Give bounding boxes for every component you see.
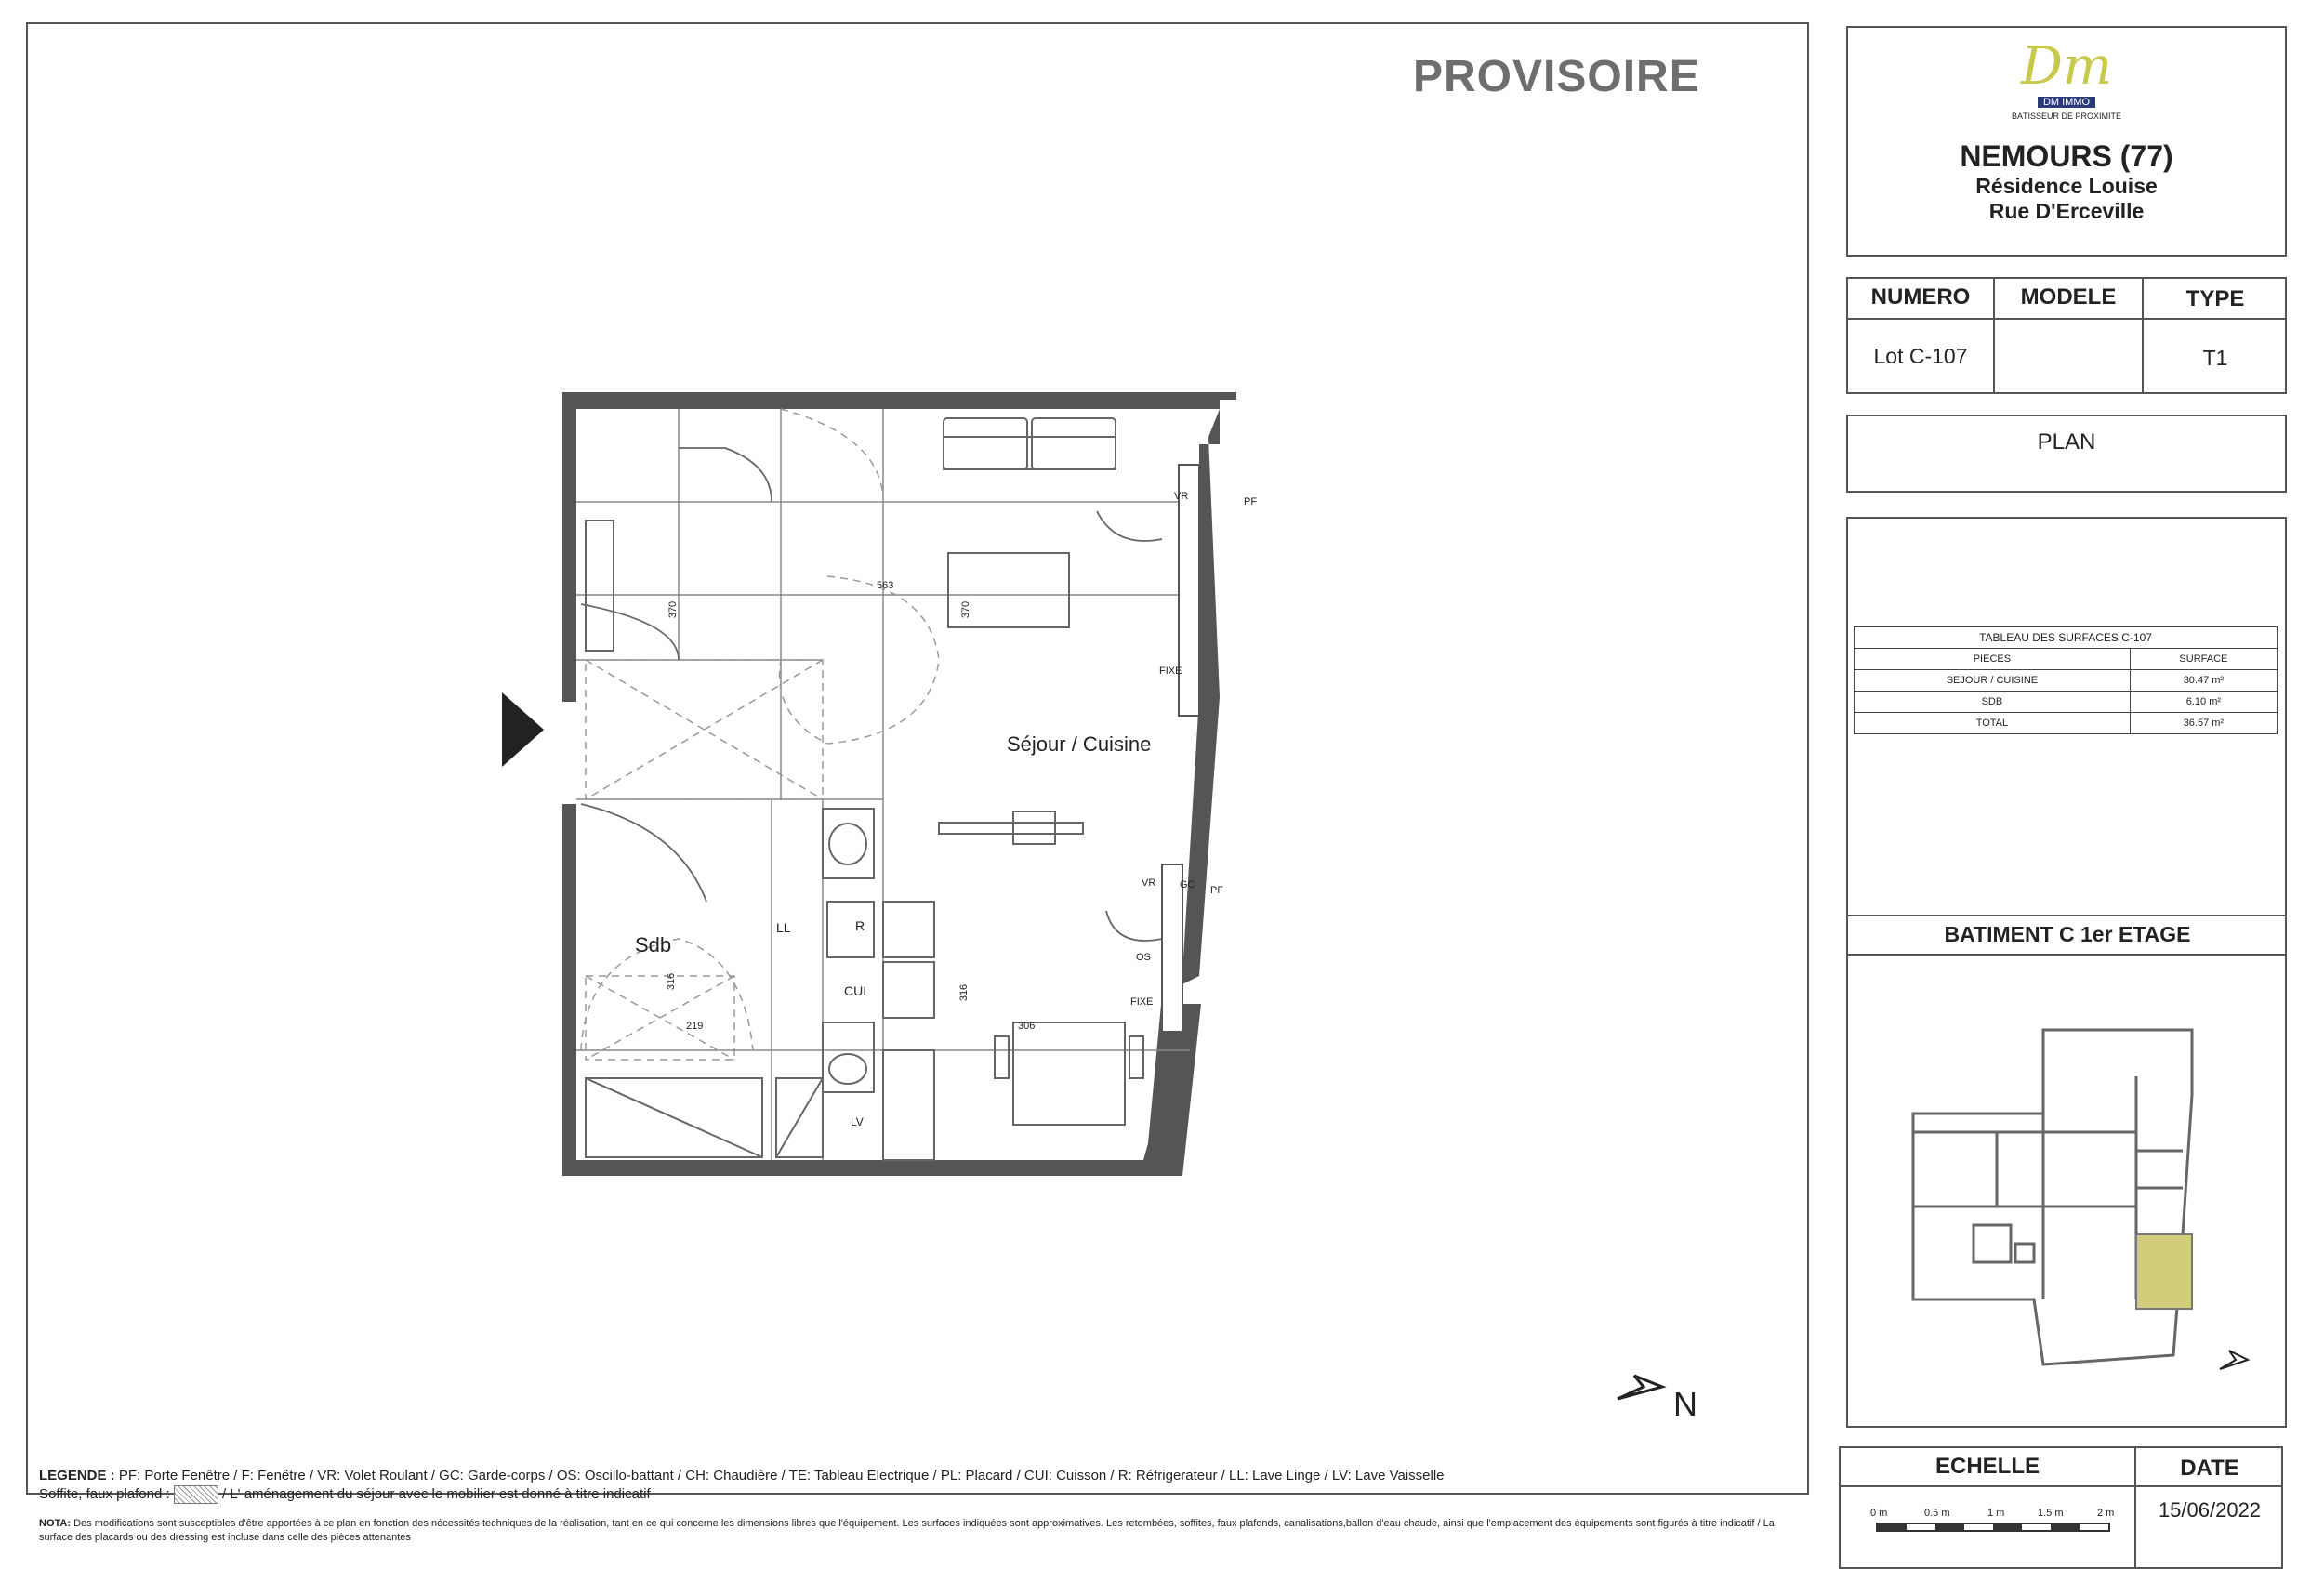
key-plan [1885,1021,2257,1383]
code-ll: LL [776,920,791,935]
logo-tagline: BÂTISSEUR DE PROXIMITÉ [2011,112,2122,121]
project-residence: Résidence Louise [1975,174,2158,198]
code-lv: LV [851,1115,864,1128]
surfaces-value: 6.10 m² [2130,692,2277,713]
code-pf-top: PF [1244,496,1258,508]
room-label-sejour: Séjour / Cuisine [1007,732,1152,756]
code-pf-bottom: PF [1210,885,1224,896]
surfaces-value: 36.57 m² [2130,713,2277,734]
logo-brand: DM IMMO [2038,97,2095,108]
project-street: Rue D'Erceville [1988,199,2145,223]
key-plan-lot-highlight [2136,1234,2192,1309]
code-r: R [855,918,865,933]
surfaces-piece: SEJOUR / CUISINE [1855,670,2131,692]
logo [1848,36,2285,121]
room-label-sdb: Sdb [635,933,672,956]
key-plan-north-arrow-icon [2220,1351,2248,1369]
entry-arrow-icon [502,692,544,767]
north-label: N [1673,1385,1697,1423]
value-numero: Lot C-107 [1873,344,1968,368]
value-type: T1 [2202,346,2228,370]
plan-box [1846,415,2287,493]
note-title: NOTA: [39,1518,72,1529]
provisional-stamp: PROVISOIRE [1413,52,1700,101]
legend-soffit: Soffite, faux plafond : [39,1486,170,1502]
project-box [1846,26,2287,257]
soffit-hatch-swatch [174,1485,218,1504]
legend-codes: PF: Porte Fenêtre / F: Fenêtre / VR: Volet Roulant / GC: Garde-corps / OS: Oscillo-battant / CH: Chaudière / TE: Tableau Electrique / PL: Placard / CUI: Cuisson / R: Réfrigerateur / LL: Lave Linge / LV: Lave Vaisselle [118,1468,1445,1483]
dimension-563: 563 [877,580,894,591]
code-vr-bottom: VR [1142,877,1156,889]
legend-line-1 [39,1467,1796,1485]
info-table [1846,277,2287,394]
exterior-walls [562,392,1236,1176]
scale-tick-1: 0.5 m [1924,1508,1950,1519]
header-modele: MODELE [2020,284,2117,310]
project-city: NEMOURS (77) [1960,139,2173,173]
dimension-219: 219 [686,1021,704,1032]
scale-bar [1876,1523,2110,1532]
building-label: BATIMENT C 1er ETAGE [1944,922,2191,946]
dimension-306: 306 [1018,1021,1036,1032]
north-arrow-icon [1616,1366,1671,1413]
logo-mark: Dm [2021,36,2112,97]
surfaces-header-pieces: PIECES [1855,649,2131,670]
dimension-370-right: 370 [960,600,972,619]
scale-tick-2: 1 m [1987,1508,2005,1519]
surfaces-piece: TOTAL [1855,713,2131,734]
note-text: Des modifications sont susceptibles d'être apportées à ce plan en fonction des nécessités techniques de la réalisation, tant en ce qui concerne les dimensions libres que l'équipement. Les surfaces indiquées sont approximatives. Les retombées, soffites, faux plafonds, canalisations,ballon d'eau chaude, ainsi que l'emplacement des équipements sont figurés à titre indicatif / La surface des placards ou des dressing est incluse dans celle des pièces attenantes [39,1518,1775,1543]
scale-date-box [1839,1446,2283,1569]
surfaces-piece: SDB [1855,692,2131,713]
date-label: DATE [2180,1456,2239,1481]
date-value: 15/06/2022 [2158,1498,2262,1522]
legend-line-2 [39,1485,1796,1504]
surfaces-table [1854,626,2278,734]
legend [39,1467,1796,1504]
surfaces-value: 30.47 m² [2130,670,2277,692]
code-fixe-bottom: FIXE [1130,996,1154,1008]
surfaces-box [1846,517,2287,1428]
legend-note [39,1517,1787,1545]
header-numero: NUMERO [1870,284,1971,310]
code-fixe-top: FIXE [1159,666,1182,677]
dimension-316-left: 316 [666,972,678,991]
scale-tick-0: 0 m [1870,1508,1888,1519]
legend-title: LEGENDE : [39,1468,115,1483]
legend-layout-note: / L' aménagement du séjour avec le mobilier est donné à titre indicatif [222,1486,651,1502]
scale-label: ECHELLE [1934,1454,2040,1479]
surfaces-table-wrap [1854,626,2278,734]
scale-tick-3: 1.5 m [2038,1508,2064,1519]
surfaces-title: TABLEAU DES SURFACES C-107 [1855,627,2278,649]
header-type: TYPE [2185,286,2245,311]
surfaces-row [1855,692,2278,713]
scale-tick-4: 2 m [2097,1508,2115,1519]
code-os: OS [1136,952,1151,963]
surfaces-header-surface: SURFACE [2130,649,2277,670]
floor-plan [493,381,1274,1199]
plan-label: PLAN [2037,429,2096,455]
dimension-316-right: 316 [958,983,971,1002]
surfaces-row [1855,670,2278,692]
dimension-370-left: 370 [667,600,680,619]
surfaces-row [1855,713,2278,734]
code-vr-top: VR [1174,491,1189,502]
code-gc: GC [1180,879,1195,890]
code-cui: CUI [844,983,867,998]
